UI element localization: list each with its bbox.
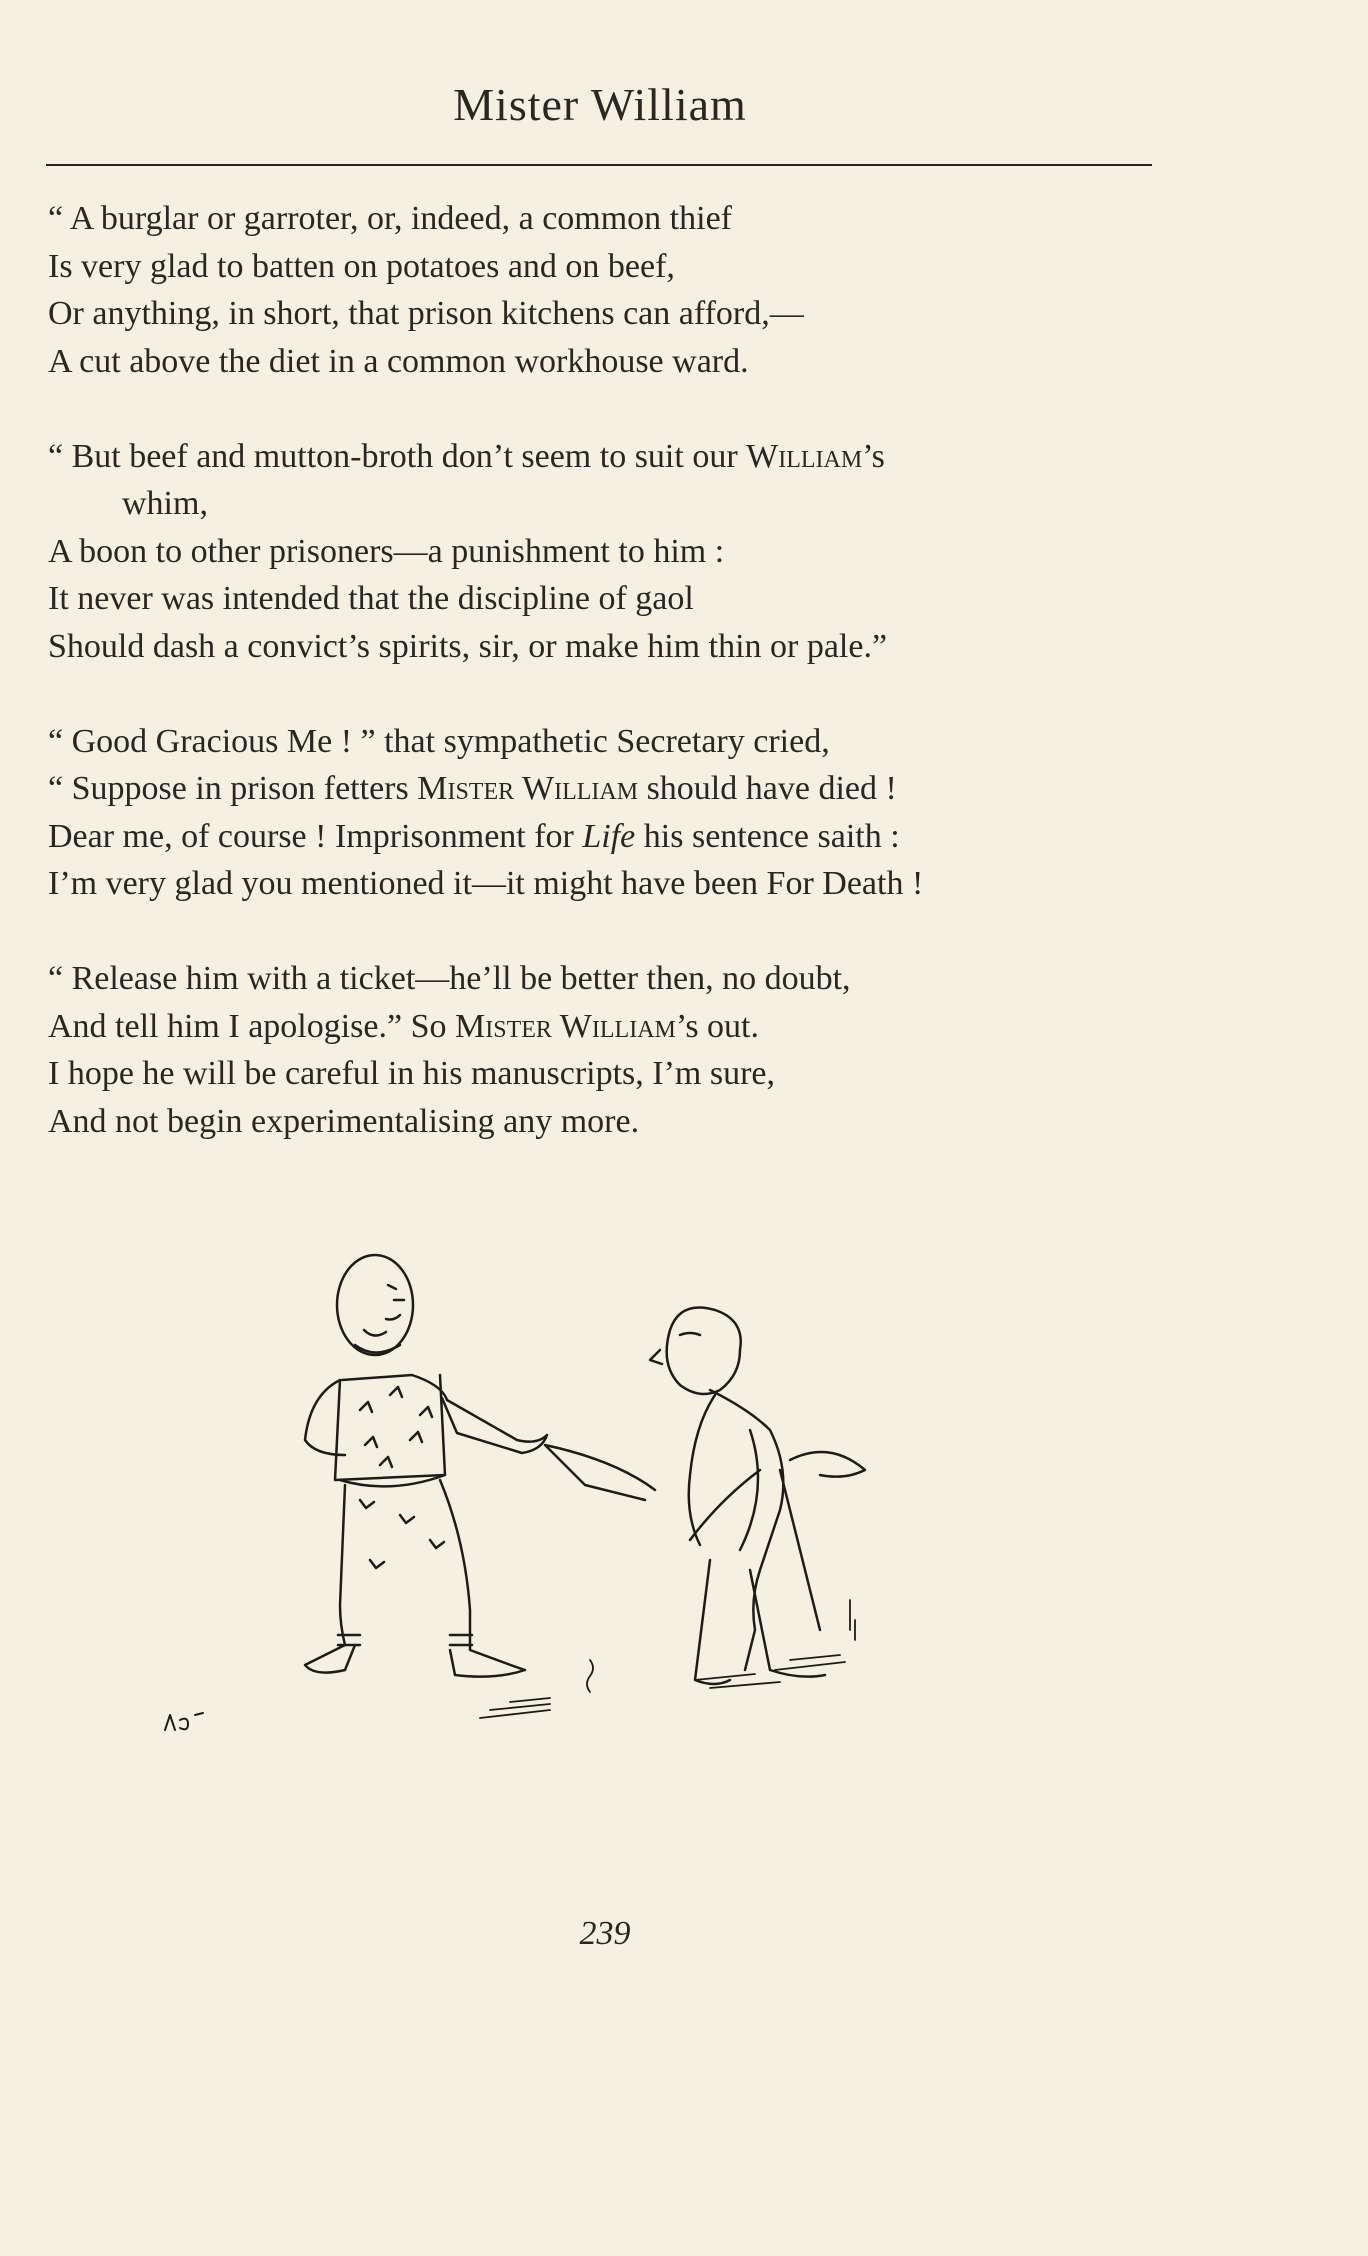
verse-line: “ Good Gracious Me ! ” that sympathetic Secretary cried, [48, 722, 830, 760]
verse-line [48, 813, 1178, 861]
verse-line [48, 433, 1178, 481]
verse-text: “ But beef and mutton-broth don’t seem to suit our [48, 437, 747, 475]
verse-line: Should dash a convict’s spirits, sir, or make him thin or pale.” [48, 627, 888, 665]
stanza-2 [48, 433, 1178, 671]
verse-text: ’s [862, 437, 885, 475]
name-small-caps: William [746, 437, 863, 475]
verse-line: “ Release him with a ticket—he’ll be better then, no doubt, [48, 960, 851, 997]
verse-line: I’m very glad you mentioned it—it might have been For Death ! [48, 865, 924, 902]
convict-figure [305, 1255, 547, 1677]
verse-line: A cut above the diet in a common workhouse ward. [48, 342, 749, 380]
verse-line: I hope he will be careful in his manuscripts, I’m sure, [48, 1055, 776, 1092]
name-small-caps: Mister William [417, 770, 639, 807]
verse-line-indented: whim, [122, 485, 208, 522]
verse-line: A boon to other prisoners—a punishment to him : [48, 532, 725, 570]
stanza-1 [48, 195, 1178, 385]
verse-line: Or anything, in short, that prison kitchens can afford,— [48, 295, 804, 332]
verse-text: his sentence saith : [635, 817, 900, 855]
verse-line [48, 1003, 1178, 1051]
cartoon-illustration [150, 1240, 1030, 1810]
verse-text: ’s out. [675, 1007, 759, 1045]
verse-text: Dear me, of course ! Imprisonment for [48, 817, 583, 855]
verse-line: “ A burglar or garroter, or, indeed, a common thief [48, 200, 732, 237]
header-rule [46, 164, 1152, 166]
verse-line [48, 765, 1178, 813]
verse-line: Is very glad to batten on potatoes and on beef, [48, 247, 675, 285]
verse-text: And tell him I apologise.” So [48, 1007, 456, 1045]
italic-word: Life [582, 817, 636, 855]
stanza-3 [48, 718, 1178, 908]
page-number: 239 [579, 1915, 631, 1952]
verse-text: “ Suppose in prison fetters [48, 770, 418, 807]
verse-line: And not begin experimentalising any more. [48, 1102, 640, 1140]
stanza-4 [48, 955, 1178, 1145]
name-small-caps: Mister William [455, 1007, 676, 1045]
poem-text [48, 195, 1178, 1193]
running-head: Mister William [453, 79, 747, 130]
artist-monogram [165, 1713, 203, 1730]
verse-text: should have died ! [638, 770, 897, 807]
secretary-figure [545, 1308, 865, 1689]
verse-line: It never was intended that the discipline of gaol [48, 580, 694, 617]
